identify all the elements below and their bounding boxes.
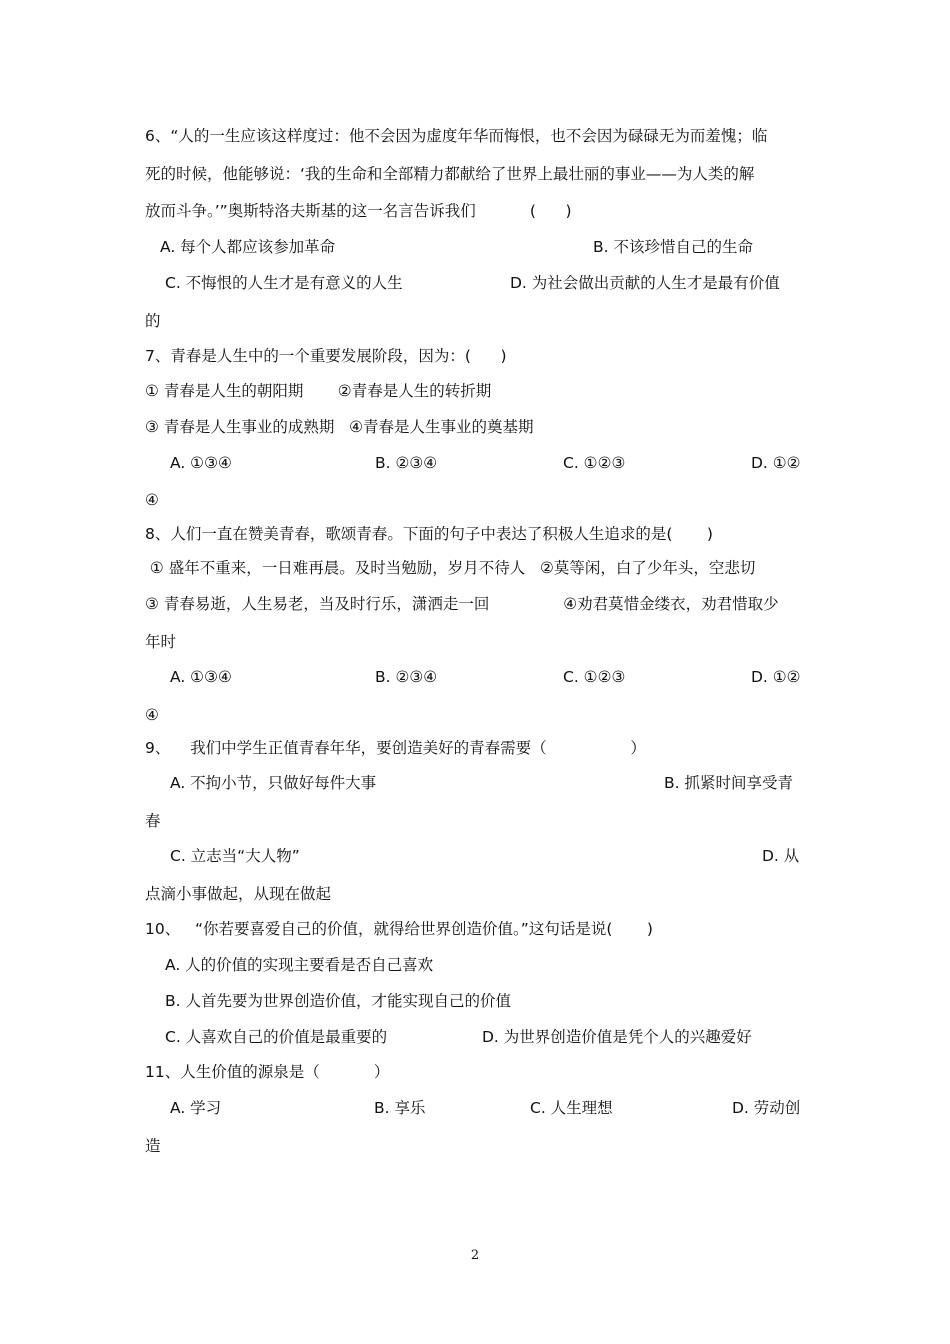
q9-option-d-continued: 点滴小事做起，从现在做起 (145, 885, 332, 903)
q8-statements-1: ① 盛年不重来，一日难再晨。及时当勉励，岁月不待人 ②莫等闲，白了少年头，空悲切 (145, 559, 756, 577)
page-number: 2 (470, 1248, 480, 1263)
q8-statements-2: ③ 青春易逝，人生易老，当及时行乐，潇洒走一回 ④劝君莫惜金缕衣，劝君惜取少 (145, 595, 779, 613)
q7-stem: 7、青春是人生中的一个重要发展阶段，因为：( ) (145, 347, 507, 365)
q8-option-a: A. ①③④ (170, 668, 232, 686)
q7-option-b: B. ②③④ (375, 454, 438, 472)
q6-stem-line-2: 死的时候，他能够说：‘我的生命和全部精力都献给了世界上最壮丽的事业——为人类的解 (145, 165, 755, 183)
q6-option-c: C. 不悔恨的人生才是有意义的人生 (165, 274, 403, 292)
q7-option-a: A. ①③④ (170, 454, 232, 472)
q10-option-c: C. 人喜欢自己的价值是最重要的 (165, 1028, 388, 1046)
q8-option-c: C. ①②③ (563, 668, 626, 686)
q11-stem: 11、人生价值的源泉是（ ） (145, 1063, 390, 1081)
q8-option-d: D. ①② (751, 668, 801, 686)
q7-option-d-continued: ④ (145, 491, 159, 509)
q9-option-d: D. 从 (762, 847, 800, 865)
q10-option-d: D. 为世界创造价值是凭个人的兴趣爱好 (482, 1028, 752, 1046)
q11-option-a: A. 学习 (170, 1099, 222, 1117)
q7-option-c: C. ①②③ (563, 454, 626, 472)
q8-stem: 8、人们一直在赞美青春，歌颂青春。下面的句子中表达了积极人生追求的是( ) (145, 525, 713, 543)
q9-option-b: B. 抓紧时间享受青 (664, 774, 793, 792)
q10-option-b: B. 人首先要为世界创造价值，才能实现自己的价值 (165, 992, 511, 1010)
q6-stem-line-3: 放而斗争。’”奥斯特洛夫斯基的这一名言告诉我们 ( ) (145, 202, 572, 220)
q6-stem-line-1: 6、“人的一生应该这样度过：他不会因为虚度年华而悔恨，也不会因为碌碌无为而羞愧；临 (145, 127, 768, 145)
q7-statements-2: ③ 青春是人生事业的成熟期 ④青春是人生事业的奠基期 (145, 418, 534, 436)
q8-statements-2-continued: 年时 (145, 633, 177, 651)
q7-statements-1: ① 青春是人生的朝阳期 ②青春是人生的转折期 (145, 382, 492, 400)
q6-option-d-continued: 的 (145, 312, 161, 330)
q11-option-b: B. 享乐 (374, 1099, 426, 1117)
q10-stem: 10、 “你若要喜爱自己的价值，就得给世界创造价值。”这句话是说( ) (145, 920, 653, 938)
q9-option-b-continued: 春 (145, 812, 161, 830)
q11-option-d-continued: 造 (145, 1137, 161, 1155)
q11-option-d: D. 劳动创 (732, 1099, 801, 1117)
q10-option-a: A. 人的价值的实现主要看是否自己喜欢 (165, 956, 434, 974)
q9-stem: 9、 我们中学生正值青春年华，要创造美好的青春需要（ ） (145, 739, 646, 757)
q7-option-d: D. ①② (751, 454, 801, 472)
q11-option-c: C. 人生理想 (530, 1099, 613, 1117)
q9-option-c: C. 立志当“大人物” (170, 847, 300, 865)
q8-option-b: B. ②③④ (375, 668, 438, 686)
q6-option-a: A. 每个人都应该参加革命 (160, 238, 336, 256)
q8-option-d-continued: ④ (145, 706, 159, 724)
q6-option-b: B. 不该珍惜自己的生命 (593, 238, 753, 256)
q9-option-a: A. 不拘小节，只做好每件大事 (170, 774, 377, 792)
q6-option-d: D. 为社会做出贡献的人生才是最有价值 (510, 274, 780, 292)
